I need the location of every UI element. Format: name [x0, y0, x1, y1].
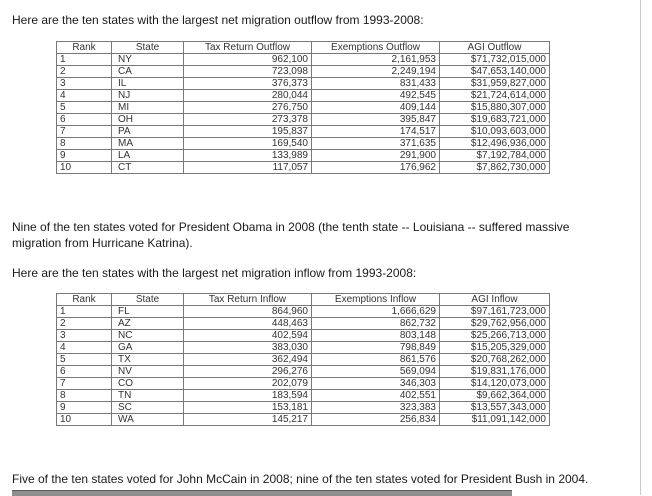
- outflow-table: [56, 41, 550, 174]
- table-row: [57, 162, 550, 174]
- agi-cell: $97,161,723,000: [440, 306, 550, 318]
- outflow-header-row: [57, 42, 550, 54]
- agi-cell: $15,205,329,000: [440, 342, 550, 354]
- col-header-exemptions-inflow: Exemptions Inflow: [312, 294, 440, 306]
- table-row: [57, 354, 550, 366]
- rank-cell: 1: [57, 306, 112, 318]
- col-header-state: State: [112, 294, 184, 306]
- tax-return-cell: 145,217: [184, 414, 312, 426]
- exemptions-cell: 174,517: [312, 126, 440, 138]
- page-right-border: [640, 0, 641, 495]
- exemptions-cell: 176,962: [312, 162, 440, 174]
- exemptions-cell: 798,849: [312, 342, 440, 354]
- state-cell: PA: [112, 126, 184, 138]
- rank-cell: 2: [57, 318, 112, 330]
- agi-cell: $13,557,343,000: [440, 402, 550, 414]
- state-cell: TN: [112, 390, 184, 402]
- table-row: [57, 90, 550, 102]
- exemptions-cell: 409,144: [312, 102, 440, 114]
- inflow-header-row: [57, 294, 550, 306]
- exemptions-cell: 402,551: [312, 390, 440, 402]
- exemptions-cell: 346,303: [312, 378, 440, 390]
- tax-return-cell: 133,989: [184, 150, 312, 162]
- tax-return-cell: 448,463: [184, 318, 312, 330]
- agi-cell: $14,120,073,000: [440, 378, 550, 390]
- rank-cell: 9: [57, 402, 112, 414]
- tax-return-cell: 202,079: [184, 378, 312, 390]
- rank-cell: 4: [57, 90, 112, 102]
- exemptions-cell: 323,383: [312, 402, 440, 414]
- tax-return-cell: 296,276: [184, 366, 312, 378]
- state-cell: OH: [112, 114, 184, 126]
- rank-cell: 6: [57, 114, 112, 126]
- exemptions-cell: 291,900: [312, 150, 440, 162]
- tax-return-cell: 362,494: [184, 354, 312, 366]
- table-row: [57, 138, 550, 150]
- agi-cell: $12,496,936,000: [440, 138, 550, 150]
- tax-return-cell: 117,057: [184, 162, 312, 174]
- col-header-agi-inflow: AGI Inflow: [440, 294, 550, 306]
- state-cell: NY: [112, 54, 184, 66]
- agi-cell: $21,724,614,000: [440, 90, 550, 102]
- exemptions-cell: 2,161,953: [312, 54, 440, 66]
- table-row: [57, 366, 550, 378]
- table-row: [57, 318, 550, 330]
- col-header-agi-outflow: AGI Outflow: [440, 42, 550, 54]
- tax-return-cell: 402,594: [184, 330, 312, 342]
- agi-cell: $9,662,364,000: [440, 390, 550, 402]
- inflow-table: [56, 293, 550, 426]
- rank-cell: 10: [57, 414, 112, 426]
- exemptions-cell: 1,666,629: [312, 306, 440, 318]
- tax-return-cell: 276,750: [184, 102, 312, 114]
- obama-note-text: Nine of the ten states voted for President Obama in 2008 (the tenth state -- Louisiana -- suffered massive migration from Hurricane Katrina).: [12, 220, 570, 250]
- agi-cell: $7,862,730,000: [440, 162, 550, 174]
- table-row: [57, 54, 550, 66]
- state-cell: FL: [112, 306, 184, 318]
- agi-cell: $47,653,140,000: [440, 66, 550, 78]
- table-row: [57, 150, 550, 162]
- agi-cell: $29,762,956,000: [440, 318, 550, 330]
- agi-cell: $71,732,015,000: [440, 54, 550, 66]
- state-cell: AZ: [112, 318, 184, 330]
- agi-cell: $25,266,713,000: [440, 330, 550, 342]
- tax-return-cell: 962,100: [184, 54, 312, 66]
- rank-cell: 3: [57, 78, 112, 90]
- table-row: [57, 66, 550, 78]
- exemptions-cell: 569,094: [312, 366, 440, 378]
- rank-cell: 9: [57, 150, 112, 162]
- rank-cell: 6: [57, 366, 112, 378]
- col-header-state: State: [112, 42, 184, 54]
- table-row: [57, 126, 550, 138]
- exemptions-cell: 803,148: [312, 330, 440, 342]
- tax-return-cell: 153,181: [184, 402, 312, 414]
- agi-cell: $7,192,784,000: [440, 150, 550, 162]
- tax-return-cell: 383,030: [184, 342, 312, 354]
- table-row: [57, 342, 550, 354]
- tax-return-cell: 864,960: [184, 306, 312, 318]
- col-header-rank: Rank: [57, 294, 112, 306]
- rank-cell: 7: [57, 378, 112, 390]
- agi-cell: $31,959,827,000: [440, 78, 550, 90]
- agi-cell: $10,093,603,000: [440, 126, 550, 138]
- rank-cell: 4: [57, 342, 112, 354]
- table-row: [57, 306, 550, 318]
- state-cell: MI: [112, 102, 184, 114]
- tax-return-cell: 723,098: [184, 66, 312, 78]
- col-header-tax-return-inflow: Tax Return Inflow: [184, 294, 312, 306]
- table-row: [57, 414, 550, 426]
- exemptions-cell: 371,635: [312, 138, 440, 150]
- mccain-note-text: Five of the ten states voted for John McCain in 2008; nine of the ten states voted for President Bush in 2004.: [12, 472, 589, 486]
- rank-cell: 10: [57, 162, 112, 174]
- table-row: [57, 378, 550, 390]
- state-cell: CA: [112, 66, 184, 78]
- agi-cell: $19,683,721,000: [440, 114, 550, 126]
- col-header-exemptions-outflow: Exemptions Outflow: [312, 42, 440, 54]
- exemptions-cell: 492,545: [312, 90, 440, 102]
- horizontal-scrollbar[interactable]: [12, 490, 512, 496]
- state-cell: LA: [112, 150, 184, 162]
- col-header-rank: Rank: [57, 42, 112, 54]
- state-cell: WA: [112, 414, 184, 426]
- state-cell: GA: [112, 342, 184, 354]
- tax-return-cell: 183,594: [184, 390, 312, 402]
- state-cell: NV: [112, 366, 184, 378]
- tax-return-cell: 169,540: [184, 138, 312, 150]
- agi-cell: $15,880,307,000: [440, 102, 550, 114]
- agi-cell: $20,768,262,000: [440, 354, 550, 366]
- table-row: [57, 402, 550, 414]
- col-header-tax-return-outflow: Tax Return Outflow: [184, 42, 312, 54]
- rank-cell: 8: [57, 390, 112, 402]
- rank-cell: 8: [57, 138, 112, 150]
- state-cell: IL: [112, 78, 184, 90]
- tax-return-cell: 273,378: [184, 114, 312, 126]
- exemptions-cell: 861,576: [312, 354, 440, 366]
- intro-inflow-text: Here are the ten states with the largest net migration inflow from 1993-2008:: [12, 266, 417, 280]
- rank-cell: 5: [57, 354, 112, 366]
- state-cell: CT: [112, 162, 184, 174]
- state-cell: CO: [112, 378, 184, 390]
- state-cell: NJ: [112, 90, 184, 102]
- agi-cell: $11,091,142,000: [440, 414, 550, 426]
- rank-cell: 3: [57, 330, 112, 342]
- state-cell: MA: [112, 138, 184, 150]
- intro-outflow-text: Here are the ten states with the largest net migration outflow from 1993-2008:: [12, 13, 424, 27]
- state-cell: TX: [112, 354, 184, 366]
- rank-cell: 1: [57, 54, 112, 66]
- exemptions-cell: 862,732: [312, 318, 440, 330]
- exemptions-cell: 831,433: [312, 78, 440, 90]
- exemptions-cell: 256,834: [312, 414, 440, 426]
- state-cell: SC: [112, 402, 184, 414]
- agi-cell: $19,831,176,000: [440, 366, 550, 378]
- table-row: [57, 78, 550, 90]
- exemptions-cell: 2,249,194: [312, 66, 440, 78]
- table-row: [57, 390, 550, 402]
- rank-cell: 5: [57, 102, 112, 114]
- rank-cell: 2: [57, 66, 112, 78]
- tax-return-cell: 280,044: [184, 90, 312, 102]
- exemptions-cell: 395,847: [312, 114, 440, 126]
- tax-return-cell: 195,837: [184, 126, 312, 138]
- tax-return-cell: 376,373: [184, 78, 312, 90]
- table-row: [57, 102, 550, 114]
- state-cell: NC: [112, 330, 184, 342]
- rank-cell: 7: [57, 126, 112, 138]
- table-row: [57, 114, 550, 126]
- table-row: [57, 330, 550, 342]
